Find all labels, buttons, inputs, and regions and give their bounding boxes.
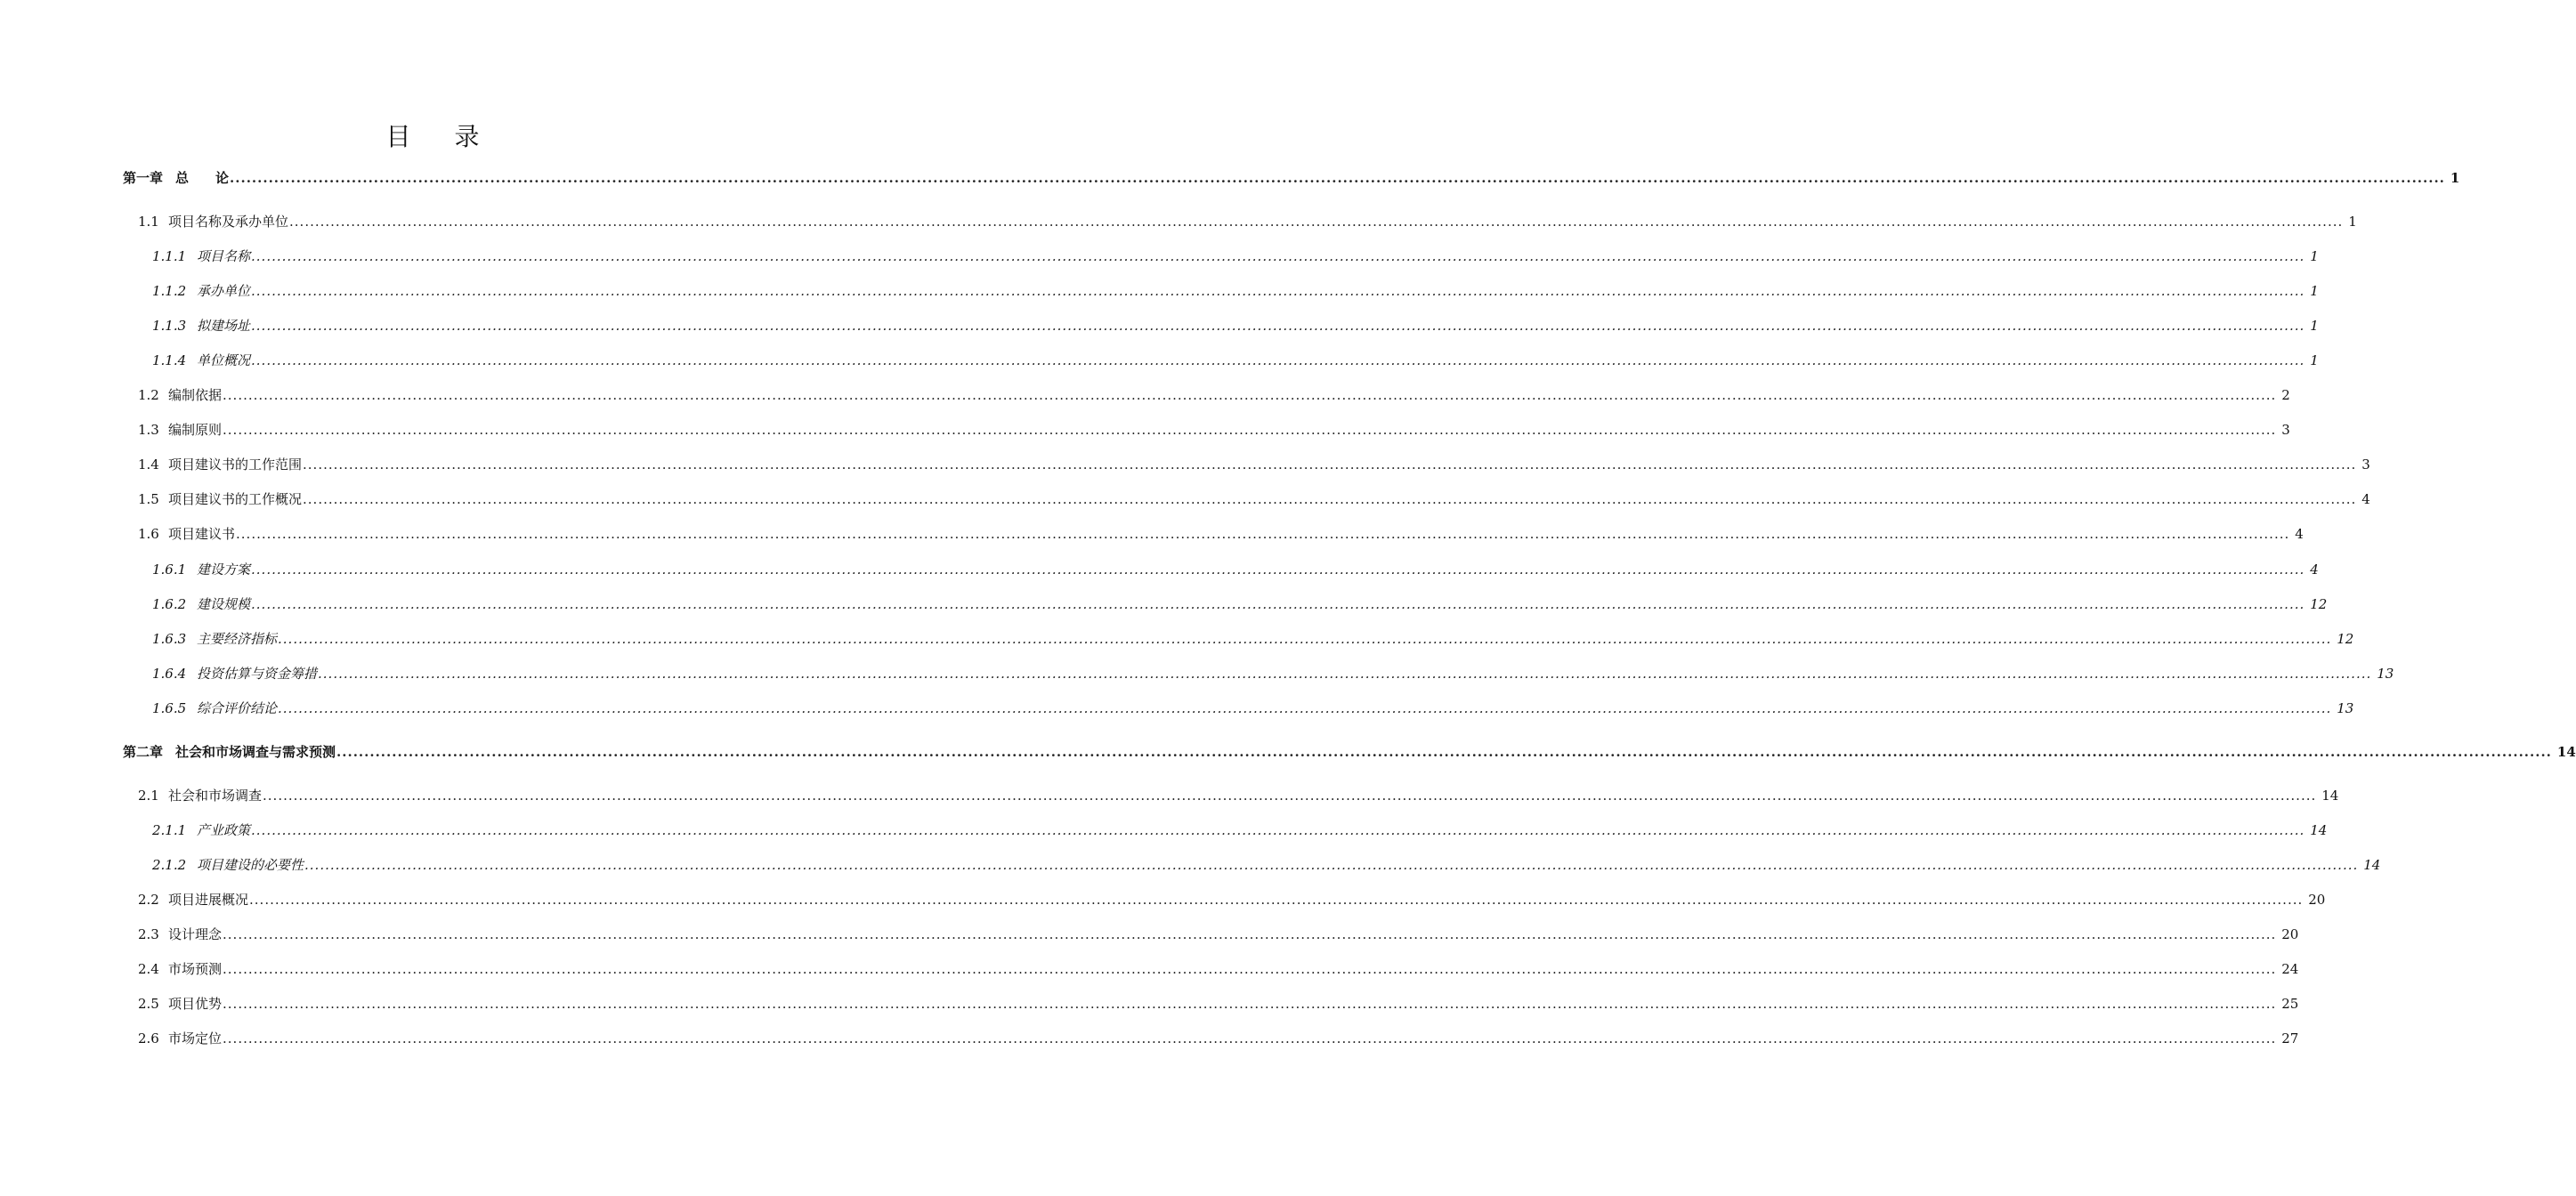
toc-entry-sec[interactable] — [138, 523, 2304, 545]
toc-entry-sub[interactable] — [152, 280, 2319, 302]
toc-entry-title: 项目建议书的工作范围 — [168, 457, 303, 473]
toc-entry-number: 1.2 — [138, 387, 159, 403]
toc-entry-page-number: 4 — [2310, 562, 2319, 578]
dot-leader: ................................................................................................................................................................................................................................................................................................................................................................................................................ — [263, 788, 2317, 804]
toc-entry-title: 市场定位 — [168, 1030, 223, 1046]
toc-entry-page-number: 1 — [2310, 283, 2319, 299]
toc-entry-page-number: 3 — [2281, 422, 2290, 438]
toc-entry-number: 1.6.2 — [152, 596, 187, 612]
dot-leader: ................................................................................................................................................................................................................................................................................................................................................................................................................ — [303, 457, 2357, 473]
dot-leader: ................................................................................................................................................................................................................................................................................................................................................................................................................ — [251, 318, 2305, 334]
toc-entry-number: 1.6.1 — [152, 562, 187, 578]
toc-entry-title: 拟建场址 — [197, 318, 251, 334]
dot-leader: ................................................................................................................................................................................................................................................................................................................................................................................................................ — [289, 214, 2344, 230]
toc-entry-page-number: 2 — [2281, 387, 2290, 403]
toc-entry-page-number: 4 — [2295, 526, 2304, 542]
toc-entry-title: 总 论 — [175, 170, 230, 186]
toc-entry-sub[interactable] — [152, 854, 2381, 876]
toc-entry-number: 2.2 — [138, 892, 159, 908]
toc-entry-page-number: 13 — [2337, 700, 2354, 716]
toc-title: 目 录 — [385, 122, 498, 151]
toc-entry-sec[interactable] — [138, 211, 2357, 232]
toc-entry-title: 建设规模 — [197, 596, 251, 612]
dot-leader: ................................................................................................................................................................................................................................................................................................................................................................................................................ — [278, 700, 2332, 716]
toc-entry-page-number: 4 — [2361, 491, 2370, 507]
toc-entry-number: 第二章 — [123, 744, 164, 760]
toc-entry-page-number: 12 — [2310, 596, 2328, 612]
dot-leader: ................................................................................................................................................................................................................................................................................................................................................................................................................ — [251, 248, 2305, 264]
toc-entry-title: 项目建议书 — [168, 526, 236, 542]
toc-entry-sec[interactable] — [138, 993, 2299, 1014]
toc-entry-sec[interactable] — [138, 889, 2326, 910]
toc-entry-sub[interactable] — [152, 663, 2394, 684]
toc-entry-title: 项目进展概况 — [168, 892, 249, 908]
toc-entry-title: 社会和市场调查 — [168, 788, 263, 804]
toc-entry-title: 承办单位 — [197, 283, 251, 299]
toc-entry-number: 1.6.4 — [152, 666, 187, 682]
toc-entry-number: 1.1 — [138, 214, 159, 230]
dot-leader: ................................................................................................................................................................................................................................................................................................................................................................................................................ — [278, 631, 2332, 647]
toc-entry-number: 1.5 — [138, 491, 159, 507]
toc-entry-page-number: 25 — [2281, 996, 2299, 1012]
dot-leader: ................................................................................................................................................................................................................................................................................................................................................................................................................ — [251, 596, 2305, 612]
dot-leader: ................................................................................................................................................................................................................................................................................................................................................................................................................ — [223, 926, 2277, 942]
toc-entry-sec[interactable] — [138, 454, 2370, 475]
toc-entry-title: 项目建议书的工作概况 — [168, 491, 303, 507]
toc-entry-page-number: 1 — [2310, 352, 2319, 368]
toc-entry-number: 2.1.2 — [152, 857, 187, 873]
toc-entry-sec[interactable] — [138, 958, 2299, 980]
toc-entry-sec[interactable] — [138, 489, 2370, 510]
toc-entry-title: 项目优势 — [168, 996, 223, 1012]
toc-entry-number: 1.6.3 — [152, 631, 187, 647]
toc-entry-number: 2.3 — [138, 926, 159, 942]
toc-entry-title: 项目名称 — [197, 248, 251, 264]
toc-entry-number: 1.1.3 — [152, 318, 187, 334]
toc-entry-page-number: 14 — [2363, 857, 2381, 873]
toc-entry-sub[interactable] — [152, 594, 2328, 615]
dot-leader: ................................................................................................................................................................................................................................................................................................................................................................................................................ — [249, 892, 2304, 908]
toc-entry-sub[interactable] — [152, 350, 2319, 371]
dot-leader: ................................................................................................................................................................................................................................................................................................................................................................................................................ — [223, 996, 2277, 1012]
toc-entry-number: 2.6 — [138, 1030, 159, 1046]
toc-entry-title: 产业政策 — [197, 822, 251, 838]
toc-entry-page-number: 1 — [2348, 214, 2357, 230]
toc-entry-title: 编制依据 — [168, 387, 223, 403]
toc-entry-sub[interactable] — [152, 246, 2319, 267]
toc-entry-title: 编制原则 — [168, 422, 223, 438]
dot-leader: ................................................................................................................................................................................................................................................................................................................................................................................................................ — [304, 857, 2359, 873]
toc-entry-number: 1.1.1 — [152, 248, 187, 264]
toc-entry-sec[interactable] — [138, 785, 2339, 806]
toc-entry-title: 建设方案 — [197, 562, 251, 578]
toc-entry-title: 单位概况 — [197, 352, 251, 368]
toc-entry-number: 1.6.5 — [152, 700, 187, 716]
toc-entry-number: 第一章 — [123, 170, 164, 186]
dot-leader: ................................................................................................................................................................................................................................................................................................................................................................................................................ — [318, 666, 2372, 682]
dot-leader: ................................................................................................................................................................................................................................................................................................................................................................................................................ — [223, 387, 2277, 403]
dot-leader: ................................................................................................................................................................................................................................................................................................................................................................................................................ — [223, 961, 2277, 977]
toc-entry-sub[interactable] — [152, 315, 2319, 336]
dot-leader: ................................................................................................................................................................................................................................................................................................................................................................................................................ — [303, 491, 2357, 507]
toc-entry-chapter[interactable] — [123, 167, 2460, 189]
toc-entry-number: 1.3 — [138, 422, 159, 438]
toc-entry-page-number: 24 — [2281, 961, 2299, 977]
dot-leader: ................................................................................................................................................................................................................................................................................................................................................................................................................ — [336, 744, 2552, 760]
toc-entry-page-number: 14 — [2556, 744, 2576, 760]
toc-entry-number: 2.1 — [138, 788, 159, 804]
toc-entry-sub[interactable] — [152, 820, 2328, 841]
toc-entry-page-number: 12 — [2337, 631, 2354, 647]
toc-entry-number: 2.4 — [138, 961, 159, 977]
toc-entry-chapter[interactable] — [123, 741, 2576, 763]
toc-entry-page-number: 13 — [2377, 666, 2394, 682]
toc-entry-number: 1.4 — [138, 457, 159, 473]
dot-leader: ................................................................................................................................................................................................................................................................................................................................................................................................................ — [251, 822, 2305, 838]
toc-entry-page-number: 20 — [2281, 926, 2299, 942]
toc-entry-page-number: 1 — [2310, 318, 2319, 334]
toc-entry-page-number: 14 — [2321, 788, 2339, 804]
toc-entry-number: 1.6 — [138, 526, 159, 542]
toc-entry-page-number: 14 — [2310, 822, 2328, 838]
dot-leader: ................................................................................................................................................................................................................................................................................................................................................................................................................ — [251, 352, 2305, 368]
toc-entry-sec[interactable] — [138, 384, 2290, 406]
dot-leader: ................................................................................................................................................................................................................................................................................................................................................................................................................ — [223, 422, 2277, 438]
toc-entry-page-number: 27 — [2281, 1030, 2299, 1046]
toc-entry-title: 社会和市场调查与需求预测 — [175, 744, 336, 760]
dot-leader: ................................................................................................................................................................................................................................................................................................................................................................................................................ — [230, 170, 2445, 186]
toc-entry-title: 市场预测 — [168, 961, 223, 977]
toc-entry-title: 主要经济指标 — [197, 631, 278, 647]
toc-entry-number: 1.1.4 — [152, 352, 187, 368]
toc-entry-sub[interactable] — [152, 698, 2354, 719]
toc-entry-sec[interactable] — [138, 924, 2299, 945]
toc-entry-page-number: 1 — [2310, 248, 2319, 264]
toc-entry-number: 1.1.2 — [152, 283, 187, 299]
toc-entry-sec[interactable] — [138, 419, 2290, 440]
toc-entry-title: 项目名称及承办单位 — [168, 214, 289, 230]
toc-entry-sub[interactable] — [152, 559, 2319, 580]
toc-entry-title: 综合评价结论 — [197, 700, 278, 716]
toc-entry-page-number: 20 — [2308, 892, 2326, 908]
toc-entry-title: 项目建设的必要性 — [197, 857, 304, 873]
toc-entry-sub[interactable] — [152, 628, 2354, 650]
dot-leader: ................................................................................................................................................................................................................................................................................................................................................................................................................ — [223, 1030, 2277, 1046]
dot-leader: ................................................................................................................................................................................................................................................................................................................................................................................................................ — [251, 283, 2305, 299]
toc-entry-title: 投资估算与资金筹措 — [197, 666, 318, 682]
toc-entry-number: 2.1.1 — [152, 822, 187, 838]
dot-leader: ................................................................................................................................................................................................................................................................................................................................................................................................................ — [251, 562, 2305, 578]
toc-entry-page-number: 1 — [2450, 170, 2460, 186]
toc-entry-title: 设计理念 — [168, 926, 223, 942]
toc-entry-number: 2.5 — [138, 996, 159, 1012]
toc-entry-page-number: 3 — [2361, 457, 2370, 473]
dot-leader: ................................................................................................................................................................................................................................................................................................................................................................................................................ — [236, 526, 2290, 542]
toc-entry-sec[interactable] — [138, 1028, 2299, 1049]
